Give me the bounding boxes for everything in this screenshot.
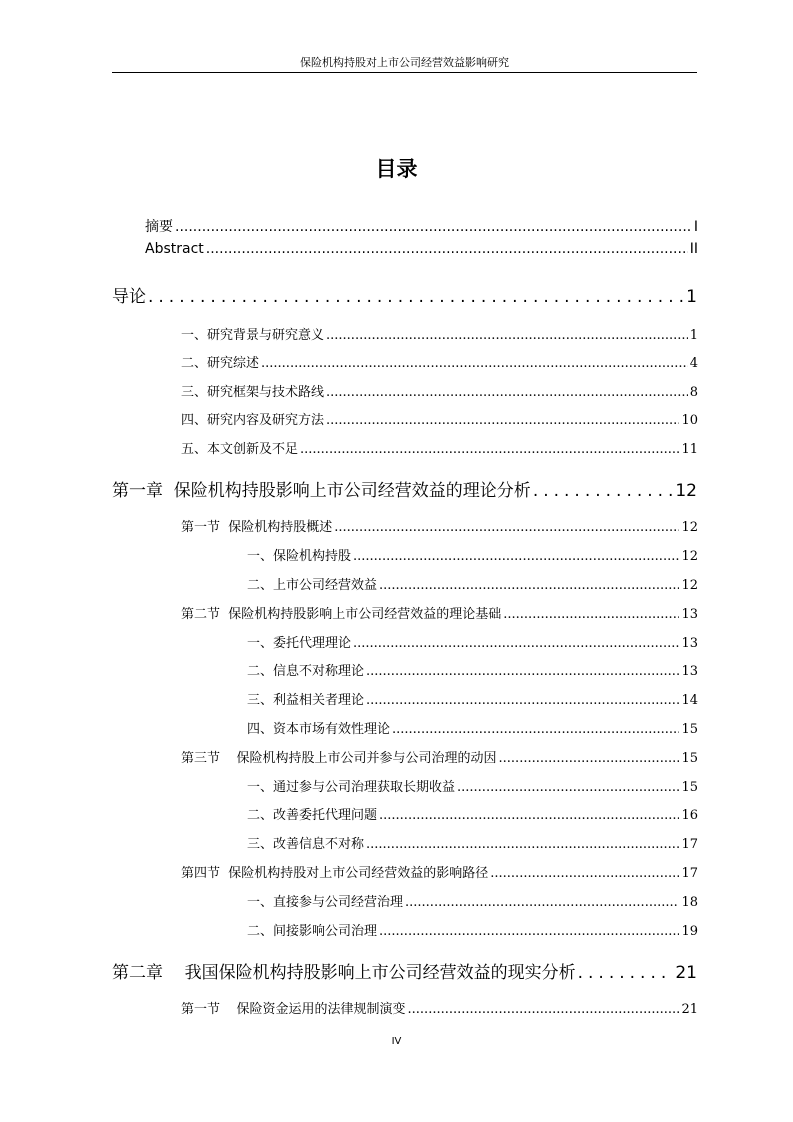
toc-entry-page: 12 — [681, 578, 698, 593]
toc-entry-section[interactable] — [181, 409, 698, 428]
toc-entry-page: 11 — [681, 442, 698, 457]
dot-leader — [326, 385, 688, 400]
dot-leader — [392, 722, 679, 737]
toc-entry-label: 二、研究综述 — [181, 356, 260, 371]
toc-entry-label: 三、利益相关者理论 — [247, 693, 365, 708]
toc-title: 目录 — [375, 157, 418, 181]
toc-entry-subsection[interactable] — [247, 632, 698, 651]
toc-entry-page: 16 — [681, 808, 698, 823]
toc-entry-section[interactable] — [181, 603, 698, 622]
toc-entry-page: 12 — [681, 520, 698, 535]
dot-leader — [533, 481, 674, 501]
toc-entry-label: 二、上市公司经营效益 — [247, 578, 378, 593]
toc-entry-subsection[interactable] — [247, 833, 698, 852]
toc-entry-label: 一、通过参与公司治理获取长期收益 — [247, 780, 456, 795]
dot-leader — [578, 963, 674, 983]
dot-leader — [353, 636, 679, 651]
toc-entry-chapter-2[interactable] — [112, 958, 697, 983]
toc-entry-page: 10 — [681, 413, 698, 428]
toc-entry-label: 一、直接参与公司经营治理 — [247, 895, 404, 910]
toc-entry-section[interactable] — [181, 324, 698, 343]
toc-entry-page: 17 — [681, 866, 698, 881]
toc-entry-page: 19 — [681, 924, 698, 939]
toc-entry-subsection[interactable] — [247, 920, 698, 939]
dot-leader — [148, 287, 684, 307]
dot-leader — [408, 1002, 680, 1017]
toc-entry-section[interactable] — [181, 516, 698, 535]
toc-entry-page: 4 — [689, 356, 698, 371]
toc-entry-label: Abstract — [145, 241, 204, 257]
toc-entry-page: 12 — [675, 481, 697, 501]
page-number: IV — [391, 1036, 402, 1047]
toc-entry-section[interactable] — [181, 998, 698, 1017]
toc-entry-page: 15 — [681, 722, 698, 737]
toc-entry-label: 三、研究框架与技术路线 — [181, 385, 325, 400]
toc-entry-label: 一、保险机构持股 — [247, 549, 352, 564]
dot-leader — [206, 241, 688, 257]
dot-leader — [366, 693, 679, 708]
dot-leader — [499, 751, 680, 766]
toc-entry-label: 导论 — [112, 287, 146, 307]
toc-entry-label: 第二章 我国保险机构持股影响上市公司经营效益的现实分析 — [112, 963, 576, 983]
toc-entry-page: 14 — [681, 693, 698, 708]
toc-entry-label: 四、资本市场有效性理论 — [247, 722, 391, 737]
running-header: 保险机构持股对上市公司经营效益影响研究 — [300, 56, 509, 69]
toc-entry-label: 第一章 保险机构持股影响上市公司经营效益的理论分析 — [112, 481, 531, 501]
dot-leader — [334, 520, 679, 535]
toc-entry-label: 二、信息不对称理论 — [247, 664, 365, 679]
toc-entry-label: 第二节 保险机构持股影响上市公司经营效益的理论基础 — [181, 607, 502, 622]
toc-entry-subsection[interactable] — [247, 545, 698, 564]
toc-entry-label: 第一节 保险机构持股概述 — [181, 520, 333, 535]
toc-entry-page: 13 — [681, 664, 698, 679]
toc-entry-label: 一、委托代理理论 — [247, 636, 352, 651]
dot-leader — [379, 808, 679, 823]
toc-entry-subsection[interactable] — [247, 689, 698, 708]
toc-entry-abstract-cn[interactable] — [145, 216, 698, 236]
toc-entry-label: 一、研究背景与研究意义 — [181, 328, 325, 343]
toc-entry-section[interactable] — [181, 862, 698, 881]
toc-entry-page: 1 — [689, 328, 698, 343]
toc-entry-page: 13 — [681, 607, 698, 622]
toc-entry-page: 21 — [681, 1002, 698, 1017]
dot-leader — [503, 607, 679, 622]
toc-entry-subsection[interactable] — [247, 718, 698, 737]
toc-entry-page: 13 — [681, 636, 698, 651]
dot-leader — [405, 895, 679, 910]
toc-entry-page: 8 — [689, 385, 698, 400]
toc-entry-subsection[interactable] — [247, 574, 698, 593]
dot-leader — [261, 356, 688, 371]
toc-entry-page: 17 — [681, 837, 698, 852]
dot-leader — [300, 442, 679, 457]
toc-entry-subsection[interactable] — [247, 660, 698, 679]
dot-leader — [353, 549, 679, 564]
dot-leader — [379, 578, 679, 593]
header-rule — [112, 72, 697, 73]
dot-leader — [490, 866, 679, 881]
toc-entry-label: 第四节 保险机构持股对上市公司经营效益的影响路径 — [181, 866, 489, 881]
toc-entry-page: 21 — [675, 963, 697, 983]
toc-entry-section[interactable] — [181, 352, 698, 371]
toc-entry-introduction[interactable] — [112, 282, 697, 307]
toc-entry-subsection[interactable] — [247, 776, 698, 795]
toc-entry-page: 18 — [681, 895, 698, 910]
dot-leader — [457, 780, 679, 795]
toc-entry-page: II — [689, 241, 698, 257]
dot-leader — [366, 664, 679, 679]
toc-entry-section[interactable] — [181, 747, 698, 766]
toc-entry-page: 12 — [681, 549, 698, 564]
toc-entry-label: 四、研究内容及研究方法 — [181, 413, 325, 428]
toc-entry-label: 二、间接影响公司治理 — [247, 924, 378, 939]
toc-entry-label: 第一节 保险资金运用的法律规制演变 — [181, 1002, 406, 1017]
toc-entry-subsection[interactable] — [247, 891, 698, 910]
dot-leader — [379, 924, 679, 939]
toc-entry-label: 三、改善信息不对称 — [247, 837, 365, 852]
dot-leader — [326, 413, 679, 428]
toc-entry-section[interactable] — [181, 381, 698, 400]
toc-entry-page: I — [693, 219, 698, 235]
toc-entry-subsection[interactable] — [247, 804, 698, 823]
dot-leader — [175, 219, 692, 235]
toc-entry-label: 二、改善委托代理问题 — [247, 808, 378, 823]
dot-leader — [366, 837, 679, 852]
toc-entry-page: 15 — [681, 751, 698, 766]
toc-entry-section[interactable] — [181, 438, 698, 457]
toc-entry-label: 第三节 保险机构持股上市公司并参与公司治理的动因 — [181, 751, 497, 766]
toc-entry-page: 1 — [686, 287, 697, 307]
toc-entry-page: 15 — [681, 780, 698, 795]
dot-leader — [326, 328, 688, 343]
toc-entry-label: 摘要 — [145, 219, 173, 235]
toc-entry-chapter-1[interactable] — [112, 476, 697, 501]
toc-entry-label: 五、本文创新及不足 — [181, 442, 299, 457]
toc-entry-abstract-en[interactable] — [145, 241, 698, 257]
